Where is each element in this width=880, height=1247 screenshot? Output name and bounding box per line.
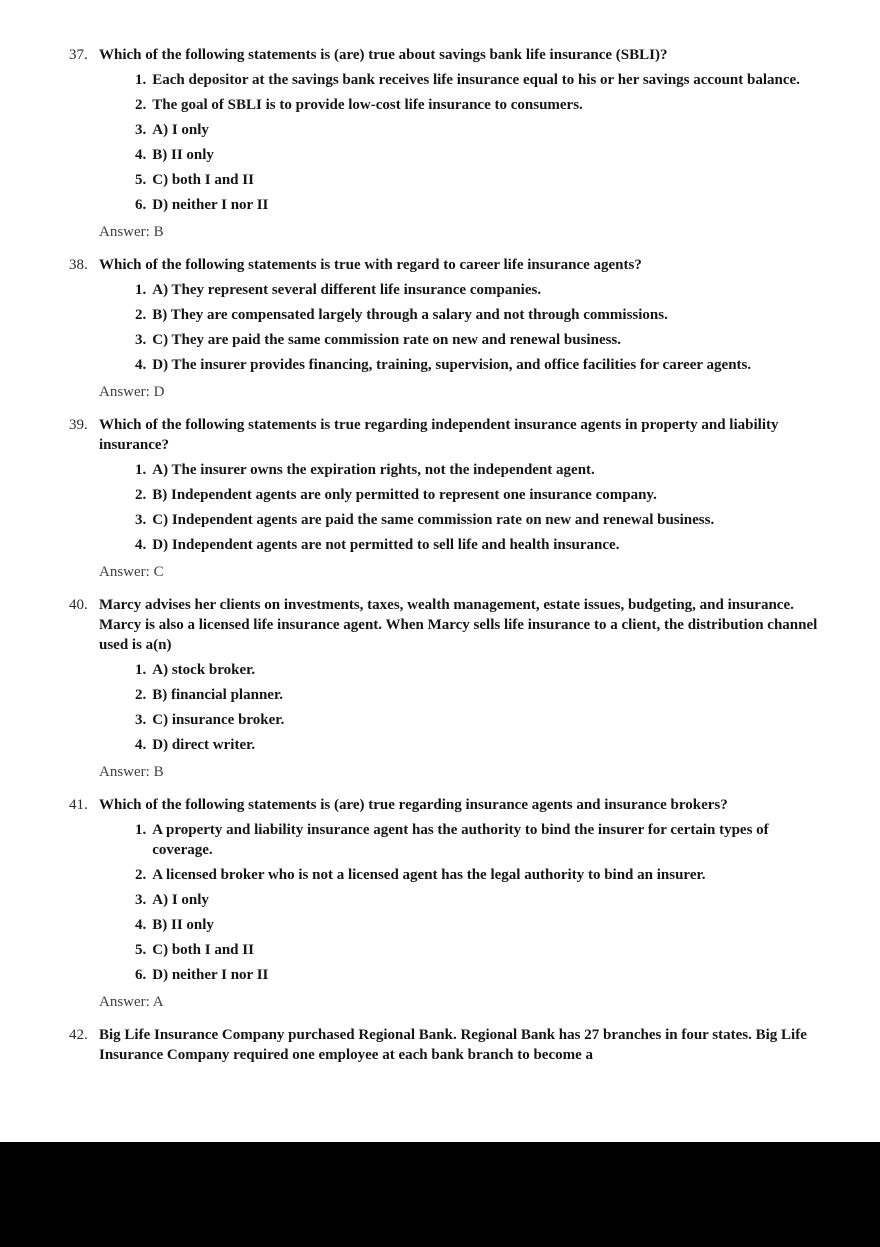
option-item	[135, 735, 823, 755]
option-item	[135, 195, 823, 215]
question-text: Big Life Insurance Company purchased Regional Bank. Regional Bank has 27 branches in four states. Big Life Insurance Company required one employee at each bank branch to become a	[99, 1027, 807, 1063]
option-text: B) II only	[152, 147, 214, 163]
option-text: B) II only	[152, 917, 214, 933]
option-number: 2.	[135, 687, 147, 703]
option-number: 6.	[135, 967, 147, 983]
question-item	[0, 595, 880, 782]
option-item	[135, 865, 823, 885]
option-text: A property and liability insurance agent has the authority to bind the insurer for certain types of coverage.	[152, 822, 769, 858]
question-text: Which of the following statements is (are) true about savings bank life insurance (SBLI)?	[99, 47, 668, 63]
question-item	[0, 795, 880, 1012]
option-number: 1.	[135, 462, 147, 478]
option-number: 3.	[135, 892, 147, 908]
answer-text: Answer: C	[99, 564, 164, 580]
option-item	[135, 915, 823, 935]
question-item	[0, 45, 880, 242]
option-text: D) neither I nor II	[152, 197, 269, 213]
question-text: Which of the following statements is true with regard to career life insurance agents?	[99, 257, 642, 273]
question-number: 39.	[69, 417, 88, 433]
option-text: D) direct writer.	[152, 737, 256, 753]
option-text: A) I only	[152, 122, 209, 138]
option-text: A licensed broker who is not a licensed agent has the legal authority to bind an insurer.	[152, 867, 706, 883]
option-number: 2.	[135, 487, 147, 503]
option-text: A) stock broker.	[152, 662, 256, 678]
option-text: D) The insurer provides financing, training, supervision, and office facilities for career agents.	[152, 357, 752, 373]
question-item	[0, 1025, 880, 1070]
option-item	[135, 280, 823, 300]
option-number: 2.	[135, 867, 147, 883]
option-text: C) Independent agents are paid the same commission rate on new and renewal business.	[152, 512, 715, 528]
option-item	[135, 120, 823, 140]
options-list	[135, 820, 823, 985]
option-text: D) Independent agents are not permitted to sell life and health insurance.	[152, 537, 620, 553]
option-text: B) financial planner.	[152, 687, 283, 703]
question-list	[0, 45, 880, 1083]
option-number: 4.	[135, 357, 147, 373]
option-item	[135, 890, 823, 910]
option-item	[135, 95, 823, 115]
option-text: C) both I and II	[152, 942, 254, 958]
options-list	[135, 70, 823, 215]
option-item	[135, 710, 823, 730]
option-item	[135, 485, 823, 505]
option-number: 2.	[135, 307, 147, 323]
question-item	[0, 255, 880, 402]
option-item	[135, 510, 823, 530]
option-text: B) Independent agents are only permitted to represent one insurance company.	[152, 487, 657, 503]
option-number: 6.	[135, 197, 147, 213]
option-number: 1.	[135, 822, 147, 838]
answer-text: Answer: D	[99, 384, 165, 400]
option-text: The goal of SBLI is to provide low-cost life insurance to consumers.	[152, 97, 583, 113]
options-list	[135, 460, 823, 555]
option-item	[135, 535, 823, 555]
question-item	[0, 415, 880, 582]
option-text: C) They are paid the same commission rate on new and renewal business.	[152, 332, 622, 348]
question-body	[99, 255, 823, 402]
option-number: 4.	[135, 537, 147, 553]
answer-text: Answer: B	[99, 764, 164, 780]
option-item	[135, 145, 823, 165]
option-text: D) neither I nor II	[152, 967, 269, 983]
option-text: Each depositor at the savings bank receives life insurance equal to his or her savings account balance.	[152, 72, 800, 88]
option-text: A) They represent several different life insurance companies.	[152, 282, 542, 298]
option-item	[135, 330, 823, 350]
option-number: 3.	[135, 332, 147, 348]
option-item	[135, 460, 823, 480]
option-number: 3.	[135, 512, 147, 528]
option-text: B) They are compensated largely through a salary and not through commissions.	[152, 307, 668, 323]
option-item	[135, 965, 823, 985]
question-body	[99, 45, 823, 242]
option-number: 5.	[135, 172, 147, 188]
option-number: 1.	[135, 72, 147, 88]
option-number: 4.	[135, 737, 147, 753]
option-item	[135, 355, 823, 375]
option-item	[135, 940, 823, 960]
question-number: 38.	[69, 257, 88, 273]
option-number: 5.	[135, 942, 147, 958]
option-number: 3.	[135, 122, 147, 138]
question-body	[99, 415, 823, 582]
option-item	[135, 685, 823, 705]
option-item	[135, 660, 823, 680]
question-text: Which of the following statements is true regarding independent insurance agents in property and liability insurance?	[99, 417, 779, 453]
question-number: 37.	[69, 47, 88, 63]
bottom-black-bar	[0, 1142, 880, 1247]
option-number: 4.	[135, 147, 147, 163]
option-text: A) The insurer owns the expiration rights, not the independent agent.	[152, 462, 595, 478]
option-number: 1.	[135, 662, 147, 678]
option-text: C) both I and II	[152, 172, 254, 188]
question-number: 41.	[69, 797, 88, 813]
options-list	[135, 660, 823, 755]
option-item	[135, 305, 823, 325]
option-item	[135, 170, 823, 190]
option-number: 2.	[135, 97, 147, 113]
question-text: Which of the following statements is (are) true regarding insurance agents and insurance brokers?	[99, 797, 728, 813]
options-list	[135, 280, 823, 375]
option-text: C) insurance broker.	[152, 712, 285, 728]
question-number: 40.	[69, 597, 88, 613]
option-number: 3.	[135, 712, 147, 728]
question-number: 42.	[69, 1027, 88, 1043]
answer-text: Answer: B	[99, 224, 164, 240]
option-item	[135, 70, 823, 90]
question-body	[99, 595, 823, 782]
option-number: 4.	[135, 917, 147, 933]
answer-text: Answer: A	[99, 994, 164, 1010]
question-text: Marcy advises her clients on investments, taxes, wealth management, estate issues, budgeting, and insurance. Marcy is also a licensed life insurance agent. When Marcy sells life insurance to a client, the distribution channel used is a(n)	[99, 597, 818, 653]
question-body	[99, 795, 823, 1012]
question-body	[99, 1025, 823, 1070]
option-item	[135, 820, 823, 860]
option-number: 1.	[135, 282, 147, 298]
option-text: A) I only	[152, 892, 209, 908]
